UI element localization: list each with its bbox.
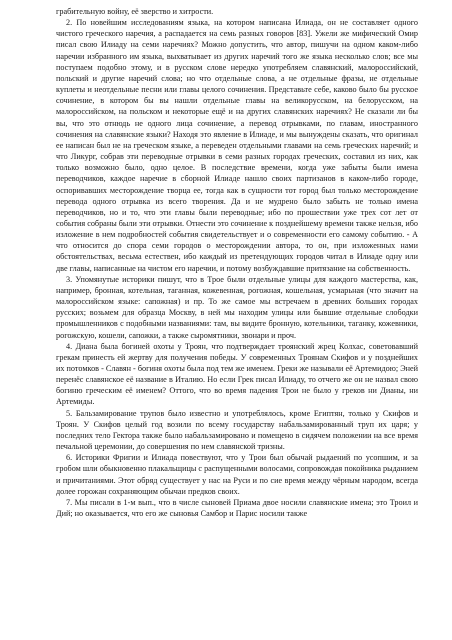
paragraph-continuation: грабительную войну, её зверство и хитрости. bbox=[56, 7, 214, 16]
paragraph-4: 4. Диана была богиней охоты у Троян, что подтверждает троянский жрец Колхас, советовавший грекам принесть ей жертву для получения победы. У современных Троянам Скифов и у позднейших их потомков - Славян - богиня охоты была под тем же именем. Греки же называли её Артемидою; Эней перенёс славянское её название в Италию. Но если Грек писал Илиаду, то отчего же он не назвал свою богиню греческим её именем? Оттого, что во время падения Трои не было у греков ни Дианы, ни Артемиды. bbox=[56, 341, 418, 407]
paragraph-6: 6. Историки Фригии и Илиада повествуют, что у Трои был обычай рыдаений по усопшим, и за гробом шли обыкновенно плакальщицы с распущенными волосами, сопровождая покойника рыданием и причитаниями. Этот обряд существует у нас на Руси и по сие время между чёрным народом, всегда долее горожан сохраняющим обычаи предков своих. bbox=[56, 453, 418, 496]
paragraph-7: 7. Мы писали в 1-м вып., что в числе сыновей Приама двое носили славянские имена; это Троил и Дий; но оказывается, что его же сыновья Самбор и Парис носили также bbox=[56, 497, 418, 519]
paragraph-3: 3. Упомянутые историки пишут, что в Трое были отдельные улицы для каждого мастерства, как, например, бронная, котельная, таганная, кожевенная, рогожная, кошельная, усмарьная (что значит на малороссийском языке: сапожная) и пр. То же самое мы встречаем в древних больших городах русских; возьмем для образца Москву, в ней мы находим улицы или бывшие отдельные слободки промышленников с подобными названиями: там, вы видите бронную, котельники, таганку, кожевники, рогожскую, кошели, сапожки, а также сыромятники, звонари и проч. bbox=[56, 274, 418, 340]
paragraph-5: 5. Бальзамирование трупов было известно и употреблялось, кроме Египтян, только у Скифов и Троян. У Скифов целый год возили по всему государству набальзамированный труп их царя; у последних тело Гектора также было набальзамировано и помещено в сидячем положении на все время печальной церемонии, до совершения по нем славянской тризны. bbox=[56, 408, 418, 452]
paragraph-2: 2. По новейшим исследованиям языка, на котором написана Илиада, он не составляет одного чистого греческого наречия, а распадается на семь разных говоров [83]. Ужели же мифический Омир писал свою Илиаду на семи наречиях? Можно допустить, что автор, пишучи на одном каком-либо наречии избранного им языка, выхватывает из других наречий того же языка несколько слов; все мы поступаем подобно этому, и в русском слове нередко употребляем славянский, малороссийский, польский и другие наречий слова; но что отдельные слова, а не отдельные фразы, не отдельные куплеты и неотдельные песни или главы целого сочинения. Представьте себе, каково было бы русское сочинение, в котором бы вы нашли отдельные главы на великорусском, на белорусском, на малороссийском, на польском и некоторые ещё и на других славянских наречиях? Не сказали ли бы вы, что это отнюдь не одного лица сочинение, а перевод отрывками, по главам, иностранного сочинения на славянские языки? Находя это явление в Илиаде, и мы вынуждены сказать, что оригинал ее написан был не на греческом языке, а переведен отдельными главами на семь греческих наречий; и что Ликург, собрав эти переводные отрывки в семи разных городах греческих, составил из них, как только возможно было, одно целое. В последствие времени, когда уже забыты были имена переводчиков, каждое наречие в сборной Илиаде нашло своих партизанов в каком-либо городе, оспоривавших месторождение творца ее, тогда как в сущности тот город был только месторождение перевода одного отрывка из всего творения. Да и не мудрено было забыть не только имена переводчиков, но и то, что эти главы были переводные; ибо по прошествии уже трех сот лет от события собраны были эти отрывки. Отнести это сочинение к позднейшему времени также нельзя, ибо изложение в нем подробностей события свидетельствует и о современности его самому событию. - А что относится до спора семи городов о месторождении автора, то он, при изложенных нами обстоятельствах, весьма естествен, ибо каждый из претендующих городов читал в Илиаде одну или две главы, написанные на чистом его наречии, и потому возбуждавшие притязание на собственность. bbox=[56, 18, 418, 273]
